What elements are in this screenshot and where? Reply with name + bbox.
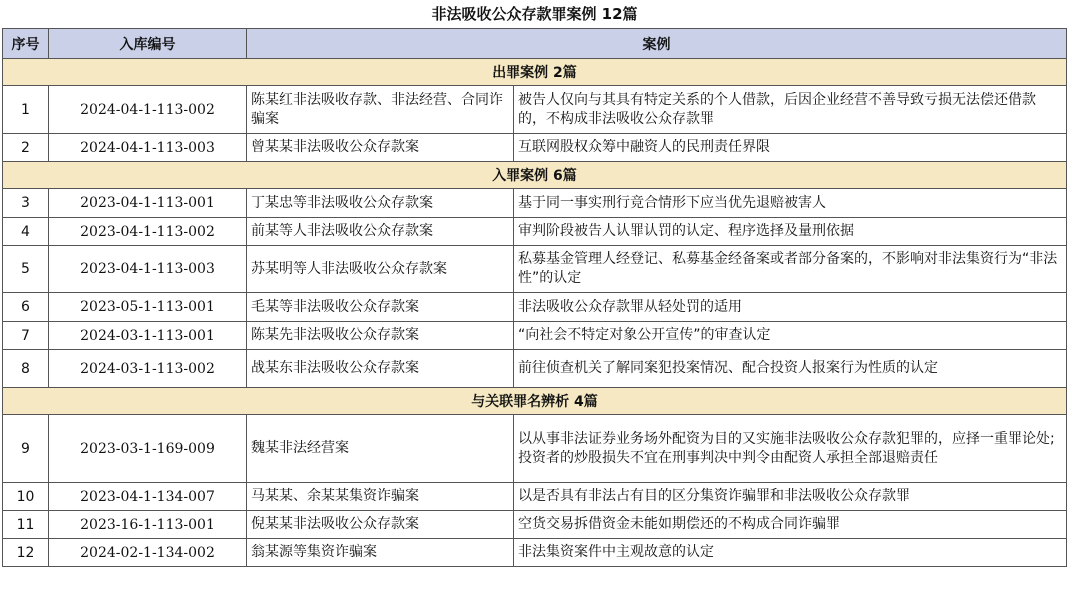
case-name: 丁某忠等非法吸收公众存款案 (247, 189, 514, 218)
case-id: 2023-03-1-169-009 (49, 415, 247, 483)
case-name: 战某东非法吸收公众存款案 (247, 350, 514, 388)
table-row (3, 293, 1067, 322)
row-number: 4 (3, 218, 49, 246)
table-row (3, 539, 1067, 567)
row-number: 2 (3, 134, 49, 162)
table-row (3, 483, 1067, 511)
case-name: 曾某某非法吸收公众存款案 (247, 134, 514, 162)
table-row (3, 350, 1067, 388)
case-id: 2024-04-1-113-003 (49, 134, 247, 162)
row-number: 6 (3, 293, 49, 322)
row-number: 1 (3, 86, 49, 134)
case-summary: 互联网股权众筹中融资人的民刑责任界限 (514, 134, 1067, 162)
case-summary: 私募基金管理人经登记、私募基金经备案或者部分备案的，不影响对非法集资行为“非法性”的认定 (514, 246, 1067, 293)
case-summary: 以从事非法证券业务场外配资为目的又实施非法吸收公众存款犯罪的，应择一重罪论处;投资者的炒股损失不宜在刑事判决中判令由配资人承担全部退赔责任 (514, 415, 1067, 483)
table-row (3, 86, 1067, 134)
case-id: 2023-16-1-113-001 (49, 511, 247, 539)
group-row (3, 388, 1067, 415)
case-name: 翁某源等集资诈骗案 (247, 539, 514, 567)
row-number: 8 (3, 350, 49, 388)
header-no: 序号 (3, 29, 49, 59)
case-id: 2024-03-1-113-001 (49, 322, 247, 350)
case-name: 马某某、余某某集资诈骗案 (247, 483, 514, 511)
case-name: 陈某先非法吸收公众存款案 (247, 322, 514, 350)
case-id: 2023-05-1-113-001 (49, 293, 247, 322)
table-title: 非法吸收公众存款罪案例 12篇 (431, 5, 638, 23)
case-id: 2024-03-1-113-002 (49, 350, 247, 388)
case-name: 陈某红非法吸收存款、非法经营、合同诈骗案 (247, 86, 514, 134)
case-name: 毛某等非法吸收公众存款案 (247, 293, 514, 322)
table-row (3, 322, 1067, 350)
case-summary: 以是否具有非法占有目的区分集资诈骗罪和非法吸收公众存款罪 (514, 483, 1067, 511)
header-case: 案例 (247, 29, 1067, 59)
case-id: 2023-04-1-113-001 (49, 189, 247, 218)
group-label: 出罪案例 2篇 (3, 59, 1067, 86)
row-number: 7 (3, 322, 49, 350)
case-name: 魏某非法经营案 (247, 415, 514, 483)
header-id: 入库编号 (49, 29, 247, 59)
case-name: 前某等人非法吸收公众存款案 (247, 218, 514, 246)
case-summary: 被告人仅向与其具有特定关系的个人借款，后因企业经营不善导致亏损无法偿还借款的，不构成非法吸收公众存款罪 (514, 86, 1067, 134)
table-row (3, 511, 1067, 539)
table-body (3, 59, 1067, 567)
case-table (2, 28, 1067, 567)
row-number: 10 (3, 483, 49, 511)
group-row (3, 162, 1067, 189)
case-id: 2023-04-1-134-007 (49, 483, 247, 511)
header-row (3, 29, 1067, 59)
case-summary: 审判阶段被告人认罪认罚的认定、程序选择及量刑依据 (514, 218, 1067, 246)
case-name: 倪某某非法吸收公众存款案 (247, 511, 514, 539)
row-number: 9 (3, 415, 49, 483)
table-row (3, 218, 1067, 246)
row-number: 12 (3, 539, 49, 567)
row-number: 5 (3, 246, 49, 293)
group-row (3, 59, 1067, 86)
case-summary: 非法吸收公众存款罪从轻处罚的适用 (514, 293, 1067, 322)
case-summary: 非法集资案件中主观故意的认定 (514, 539, 1067, 567)
case-id: 2023-04-1-113-002 (49, 218, 247, 246)
case-summary: 空货交易拆借资金未能如期偿还的不构成合同诈骗罪 (514, 511, 1067, 539)
table-row (3, 134, 1067, 162)
table-row (3, 189, 1067, 218)
case-id: 2024-04-1-113-002 (49, 86, 247, 134)
table-row (3, 246, 1067, 293)
group-label: 入罪案例 6篇 (3, 162, 1067, 189)
table-row (3, 415, 1067, 483)
case-summary: 前往侦查机关了解同案犯投案情况、配合投资人报案行为性质的认定 (514, 350, 1067, 388)
case-summary: “向社会不特定对象公开宣传”的审查认定 (514, 322, 1067, 350)
row-number: 11 (3, 511, 49, 539)
case-id: 2023-04-1-113-003 (49, 246, 247, 293)
group-label: 与关联罪名辨析 4篇 (3, 388, 1067, 415)
case-name: 苏某明等人非法吸收公众存款案 (247, 246, 514, 293)
case-summary: 基于同一事实刑行竞合情形下应当优先退赔被害人 (514, 189, 1067, 218)
row-number: 3 (3, 189, 49, 218)
case-id: 2024-02-1-134-002 (49, 539, 247, 567)
